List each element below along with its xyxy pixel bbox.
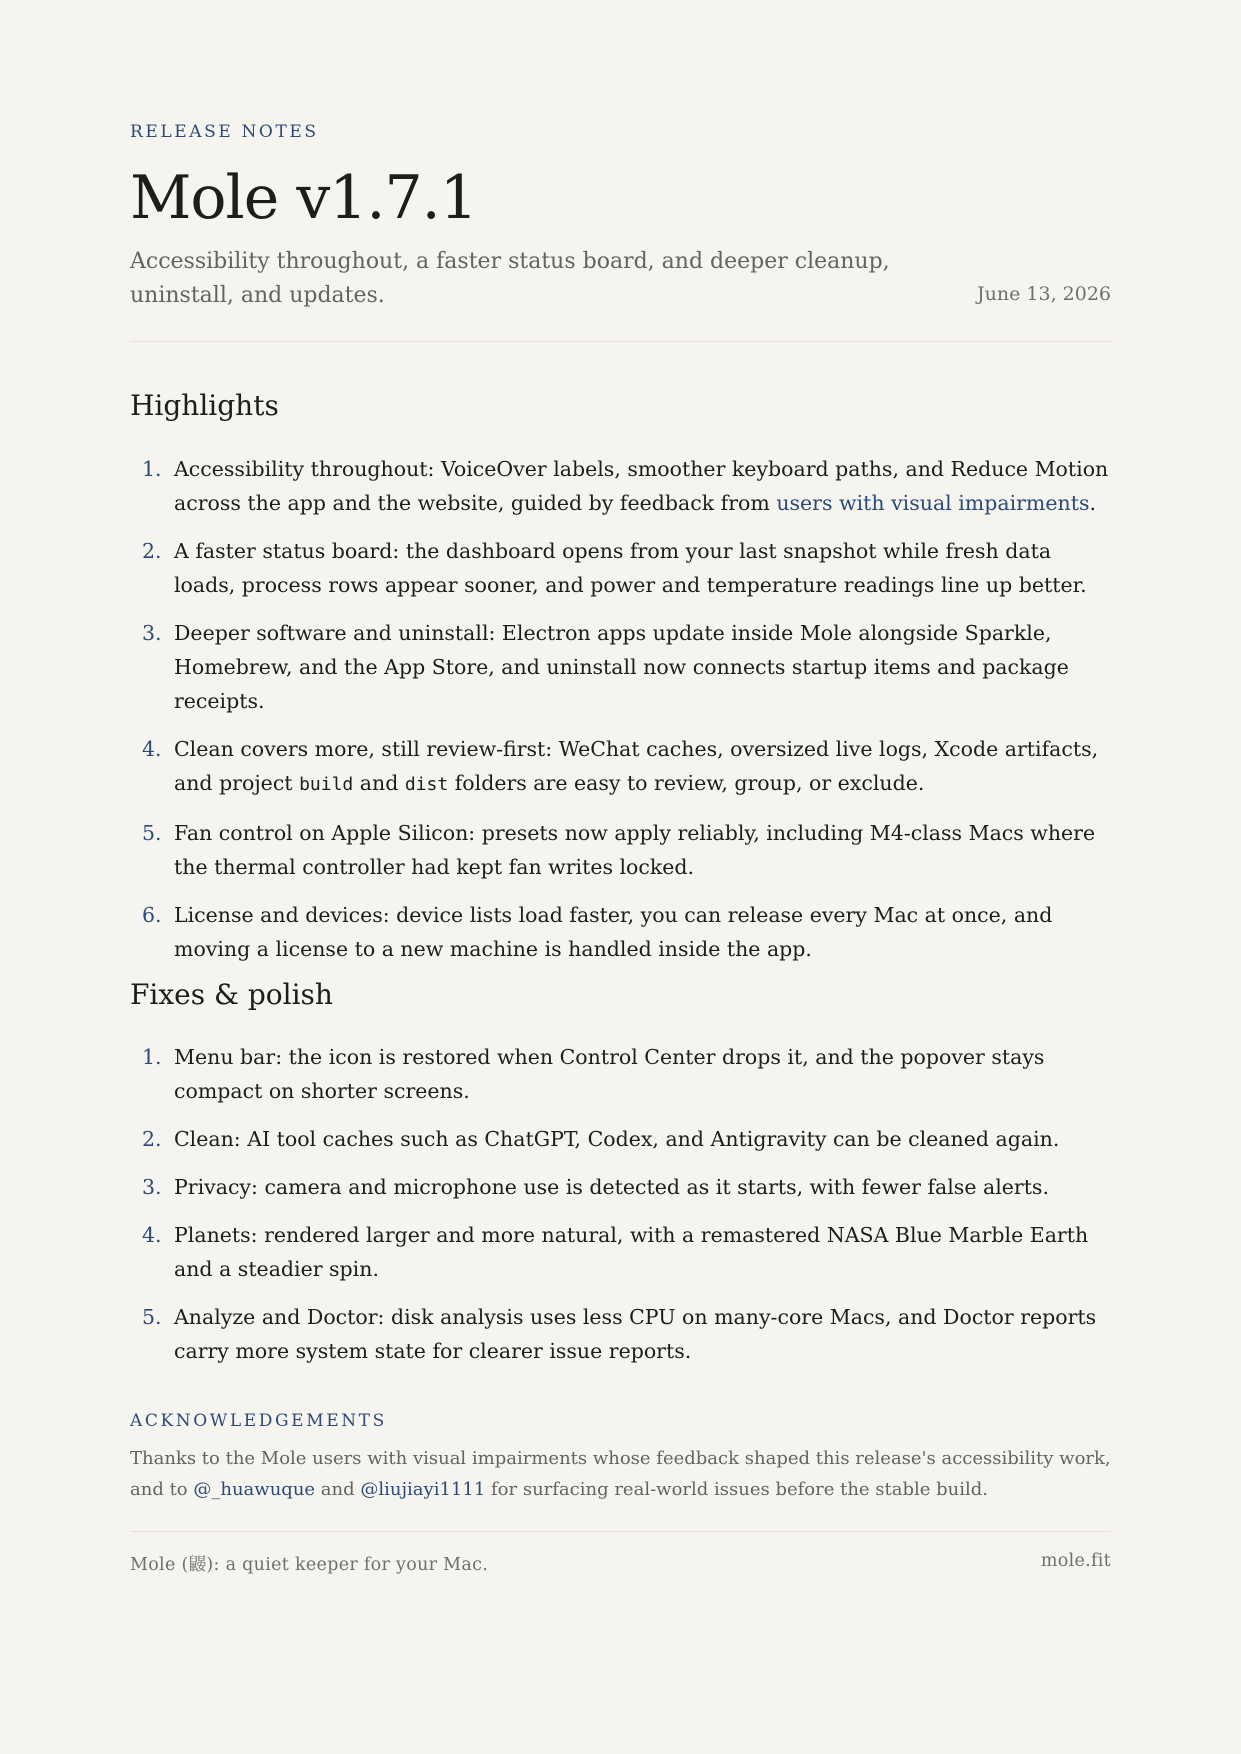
page-title: Mole v1.7.1 <box>130 163 477 233</box>
item-number: 1. <box>142 1045 162 1069</box>
highlights-list <box>130 452 1111 980</box>
highlight-item <box>130 898 1111 966</box>
highlight-item <box>130 616 1111 718</box>
fix-item <box>130 1040 1111 1108</box>
build-code: build <box>299 774 354 795</box>
dist-code: dist <box>404 774 449 795</box>
footer-tagline: Mole (鼹): a quiet keeper for your Mac. <box>130 1555 489 1575</box>
item-text: Accessibility throughout: VoiceOver labels, smoother keyboard paths, and Reduce Motion across the app and the website, guided by feedback from <box>174 457 1109 515</box>
item-number: 5. <box>142 821 162 845</box>
fix-item <box>130 1122 1111 1156</box>
item-number: 6. <box>142 903 162 927</box>
page-subtitle: Accessibility throughout, a faster status board, and deeper cleanup, uninstall, and updates. <box>130 249 890 308</box>
acknowledgements-heading: ACKNOWLEDGEMENTS <box>130 1411 387 1431</box>
item-number: 4. <box>142 737 162 761</box>
item-text: Planets: rendered larger and more natural, with a remastered NASA Blue Marble Earth and a steadier spin. <box>174 1223 1089 1281</box>
item-number: 1. <box>142 457 162 481</box>
release-notes-eyebrow: RELEASE NOTES <box>130 122 319 142</box>
fixes-list <box>130 1040 1111 1382</box>
item-text-end: . <box>1089 491 1096 515</box>
fix-item <box>130 1170 1111 1204</box>
item-text-mid: and <box>353 771 405 795</box>
ack-text-mid: and <box>315 1479 361 1500</box>
item-number: 5. <box>142 1305 162 1329</box>
item-number: 3. <box>142 1175 162 1199</box>
header-divider <box>130 341 1111 342</box>
ack-text-start: Thanks to the Mole users with visual impairments whose feedback shaped this release's accessibility work, and to <box>130 1448 1111 1500</box>
footer-site-link[interactable]: mole.fit <box>1040 1551 1111 1571</box>
item-number: 3. <box>142 621 162 645</box>
ack-text-end: for surfacing real-world issues before the stable build. <box>485 1479 989 1500</box>
item-text: Fan control on Apple Silicon: presets now apply reliably, including M4-class Macs where the thermal controller had kept fan writes locked. <box>174 821 1096 879</box>
highlight-item <box>130 534 1111 602</box>
item-text: A faster status board: the dashboard opens from your last snapshot while fresh data loads, process rows appear sooner, and power and temperature readings line up better. <box>174 539 1087 597</box>
item-number: 2. <box>142 1127 162 1151</box>
item-number: 2. <box>142 539 162 563</box>
user-link-huawuque[interactable]: @_huawuque <box>193 1479 316 1500</box>
item-text: Privacy: camera and microphone use is detected as it starts, with fewer false alerts. <box>174 1175 1049 1199</box>
release-date: June 13, 2026 <box>977 283 1111 305</box>
acknowledgements-text <box>130 1443 1111 1505</box>
item-text: Clean covers more, still review-first: WeChat caches, oversized live logs, Xcode artifacts, and project <box>174 737 1099 795</box>
item-text: Menu bar: the icon is restored when Control Center drops it, and the popover stays compact on shorter screens. <box>174 1045 1045 1103</box>
fix-item <box>130 1218 1111 1286</box>
fix-item <box>130 1300 1111 1368</box>
item-text: Clean: AI tool caches such as ChatGPT, Codex, and Antigravity can be cleaned again. <box>174 1127 1060 1151</box>
footer-divider <box>130 1531 1111 1532</box>
item-text: Deeper software and uninstall: Electron apps update inside Mole alongside Sparkle, Homebrew, and the App Store, and uninstall now connects startup items and package receipts. <box>174 621 1069 713</box>
highlight-item <box>130 732 1111 802</box>
item-text: License and devices: device lists load faster, you can release every Mac at once, and moving a license to a new machine is handled inside the app. <box>174 903 1053 961</box>
highlight-item <box>130 452 1111 520</box>
user-link-liujiayi[interactable]: @liujiayi1111 <box>360 1479 486 1500</box>
visual-impairments-link[interactable]: users with visual impairments <box>776 491 1090 515</box>
item-text-end: folders are easy to review, group, or exclude. <box>448 771 925 795</box>
item-number: 4. <box>142 1223 162 1247</box>
item-text: Analyze and Doctor: disk analysis uses less CPU on many-core Macs, and Doctor reports carry more system state for clearer issue reports. <box>174 1305 1097 1363</box>
highlight-item <box>130 816 1111 884</box>
fixes-heading: Fixes & polish <box>130 978 333 1011</box>
highlights-heading: Highlights <box>130 389 279 422</box>
